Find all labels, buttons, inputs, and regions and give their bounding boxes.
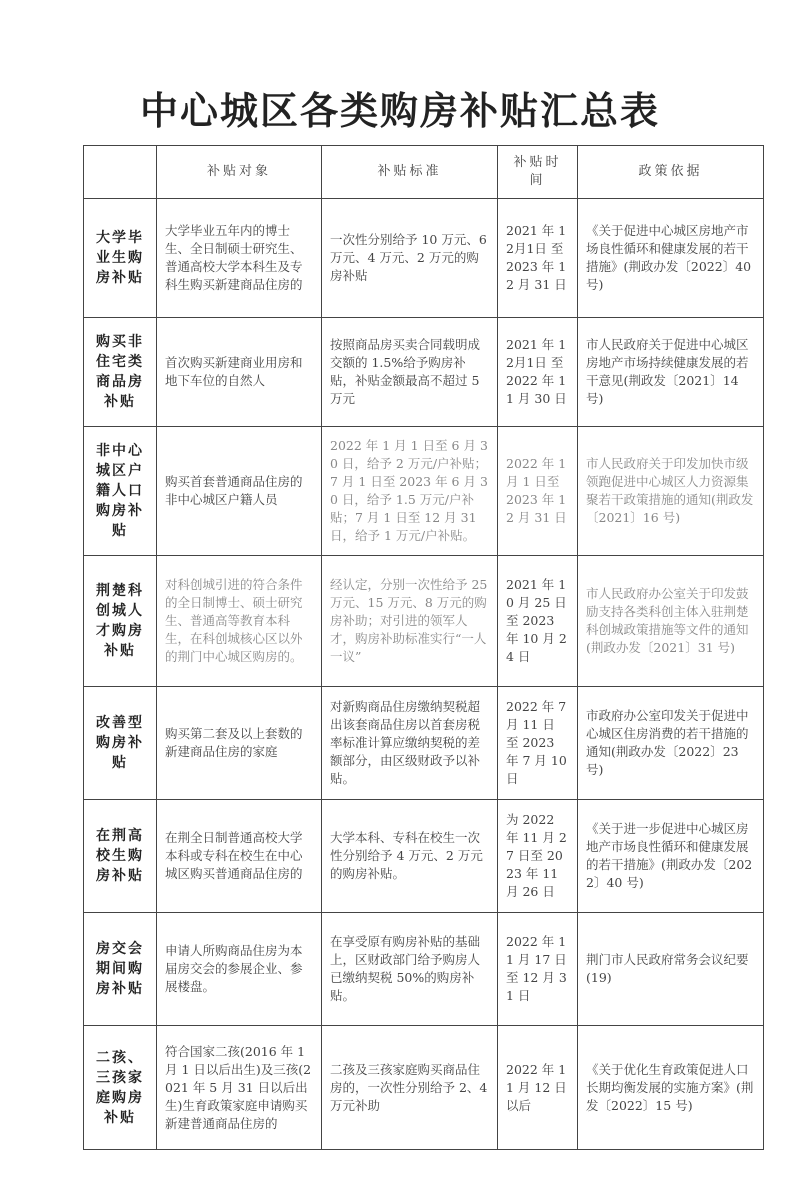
policy-basis: 市人民政府关于印发加快市级领跑促进中心城区人力资源集聚若干政策措施的通知(荆政发〔2021〕16 号): [578, 427, 764, 556]
header-row: [84, 146, 764, 199]
subsidy-name: 非中心城区户籍人口购房补贴: [84, 427, 157, 556]
header-cell-standard: 补贴标准: [322, 146, 498, 199]
subsidy-target: 对科创城引进的符合条件的全日制博士、硕士研究生、普通高等教育本科生，在科创城核心区以外的荆门中心城区购房的。: [157, 556, 322, 687]
subsidy-standard: 一次性分别给予 10 万元、6 万元、4 万元、2 万元的购房补贴: [322, 199, 498, 318]
header-cell-basis: 政策依据: [578, 146, 764, 199]
subsidy-name: 二孩、三孩家庭购房补贴: [84, 1026, 157, 1150]
policy-basis: 荆门市人民政府常务会议纪要(19): [578, 913, 764, 1026]
table-row: [84, 913, 764, 1026]
subsidy-time: 2022 年 1 月 1 日至 2023 年 12 月 31 日: [498, 427, 578, 556]
policy-basis: 市人民政府办公室关于印发鼓励支持各类科创主体入驻荆楚科创城政策措施等文件的通知(荆政办发〔2021〕31 号): [578, 556, 764, 687]
subsidy-target: 大学毕业五年内的博士生、全日制硕士研究生、普通高校大学本科生及专科生购买新建商品住房的: [157, 199, 322, 318]
header-cell-name: [84, 146, 157, 199]
policy-basis: 《关于进一步促进中心城区房地产市场良性循环和健康发展的若干措施》(荆政办发〔2022〕40 号): [578, 800, 764, 913]
subsidy-time: 2021 年 12月1日 至 2022 年 11 月 30 日: [498, 318, 578, 427]
subsidy-name: 在荆高校生购房补贴: [84, 800, 157, 913]
policy-basis: 《关于促进中心城区房地产市场良性循环和健康发展的若干措施》(荆政办发〔2022〕40 号): [578, 199, 764, 318]
subsidy-time: 为 2022 年 11 月 27 日至 2023 年 11 月 26 日: [498, 800, 578, 913]
table-row: [84, 1026, 764, 1150]
subsidy-standard: 二孩及三孩家庭购买商品住房的，一次性分别给予 2、4 万元补助: [322, 1026, 498, 1150]
subsidy-target: 在荆全日制普通高校大学本科或专科在校生在中心城区购买普通商品住房的: [157, 800, 322, 913]
page-title: 中心城区各类购房补贴汇总表: [139, 88, 660, 133]
table-row: [84, 800, 764, 913]
subsidy-standard: 大学本科、专科在校生一次性分别给予 4 万元、2 万元的购房补贴。: [322, 800, 498, 913]
subsidy-time: 2021 年 12月1日 至 2023 年 12 月 31 日: [498, 199, 578, 318]
subsidy-target: 申请人所购商品住房为本届房交会的参展企业、参展楼盘。: [157, 913, 322, 1026]
subsidy-name: 荆楚科创城人才购房补贴: [84, 556, 157, 687]
header-cell-time: 补贴时间: [498, 146, 578, 199]
header-cell-target: 补贴对象: [157, 146, 322, 199]
subsidy-standard: 在享受原有购房补贴的基础上，区财政部门给予购房人已缴纳契税 50%的购房补贴。: [322, 913, 498, 1026]
subsidy-time: 2021 年 10 月 25 日至 2023 年 10 月 24 日: [498, 556, 578, 687]
table-row: [84, 318, 764, 427]
table-row: [84, 427, 764, 556]
subsidy-name: 购买非住宅类商品房补贴: [84, 318, 157, 427]
table-row: [84, 556, 764, 687]
subsidy-target: 符合国家二孩(2016 年 1 月 1 日以后出生)及三孩(2021 年 5 月 31 日以后出生)生育政策家庭申请购买新建普通商品住房的: [157, 1026, 322, 1150]
subsidy-standard: 经认定，分别一次性给予 25 万元、15 万元、8 万元的购房补助；对引进的领军人才，购房补助标准实行“一人一议”: [322, 556, 498, 687]
policy-basis: 《关于优化生育政策促进人口长期均衡发展的实施方案》(荆发〔2022〕15 号): [578, 1026, 764, 1150]
subsidy-name: 大学毕业生购房补贴: [84, 199, 157, 318]
table-row: [84, 199, 764, 318]
table-row: [84, 687, 764, 800]
policy-basis: 市政府办公室印发关于促进中心城区住房消费的若干措施的通知(荆政办发〔2022〕23 号): [578, 687, 764, 800]
policy-basis: 市人民政府关于促进中心城区房地产市场持续健康发展的若干意见(荆政发〔2021〕14 号): [578, 318, 764, 427]
subsidy-time: 2022 年 7 月 11 日 至 2023 年 7 月 10 日: [498, 687, 578, 800]
subsidy-name: 改善型购房补贴: [84, 687, 157, 800]
subsidy-target: 购买首套普通商品住房的非中心城区户籍人员: [157, 427, 322, 556]
subsidy-table: [83, 145, 764, 1150]
subsidy-standard: 按照商品房买卖合同载明成交额的 1.5%给予购房补贴，补贴金额最高不超过 5 万元: [322, 318, 498, 427]
subsidy-name: 房交会期间购房补贴: [84, 913, 157, 1026]
subsidy-time: 2022 年 11 月 12 日以后: [498, 1026, 578, 1150]
subsidy-standard: 对新购商品住房缴纳契税超出该套商品住房以首套房税率标准计算应缴纳契税的差额部分，由区级财政予以补贴。: [322, 687, 498, 800]
subsidy-time: 2022 年 11 月 17 日至 12 月 31 日: [498, 913, 578, 1026]
subsidy-target: 首次购买新建商业用房和地下车位的自然人: [157, 318, 322, 427]
subsidy-target: 购买第二套及以上套数的新建商品住房的家庭: [157, 687, 322, 800]
subsidy-standard: 2022 年 1 月 1 日至 6 月 30 日，给予 2 万元/户补贴；7 月 1 日至 2023 年 6 月 30 日，给予 1.5 万元/户补贴；7 月 1 日至 12 月 31 日，给予 1 万元/户补贴。: [322, 427, 498, 556]
